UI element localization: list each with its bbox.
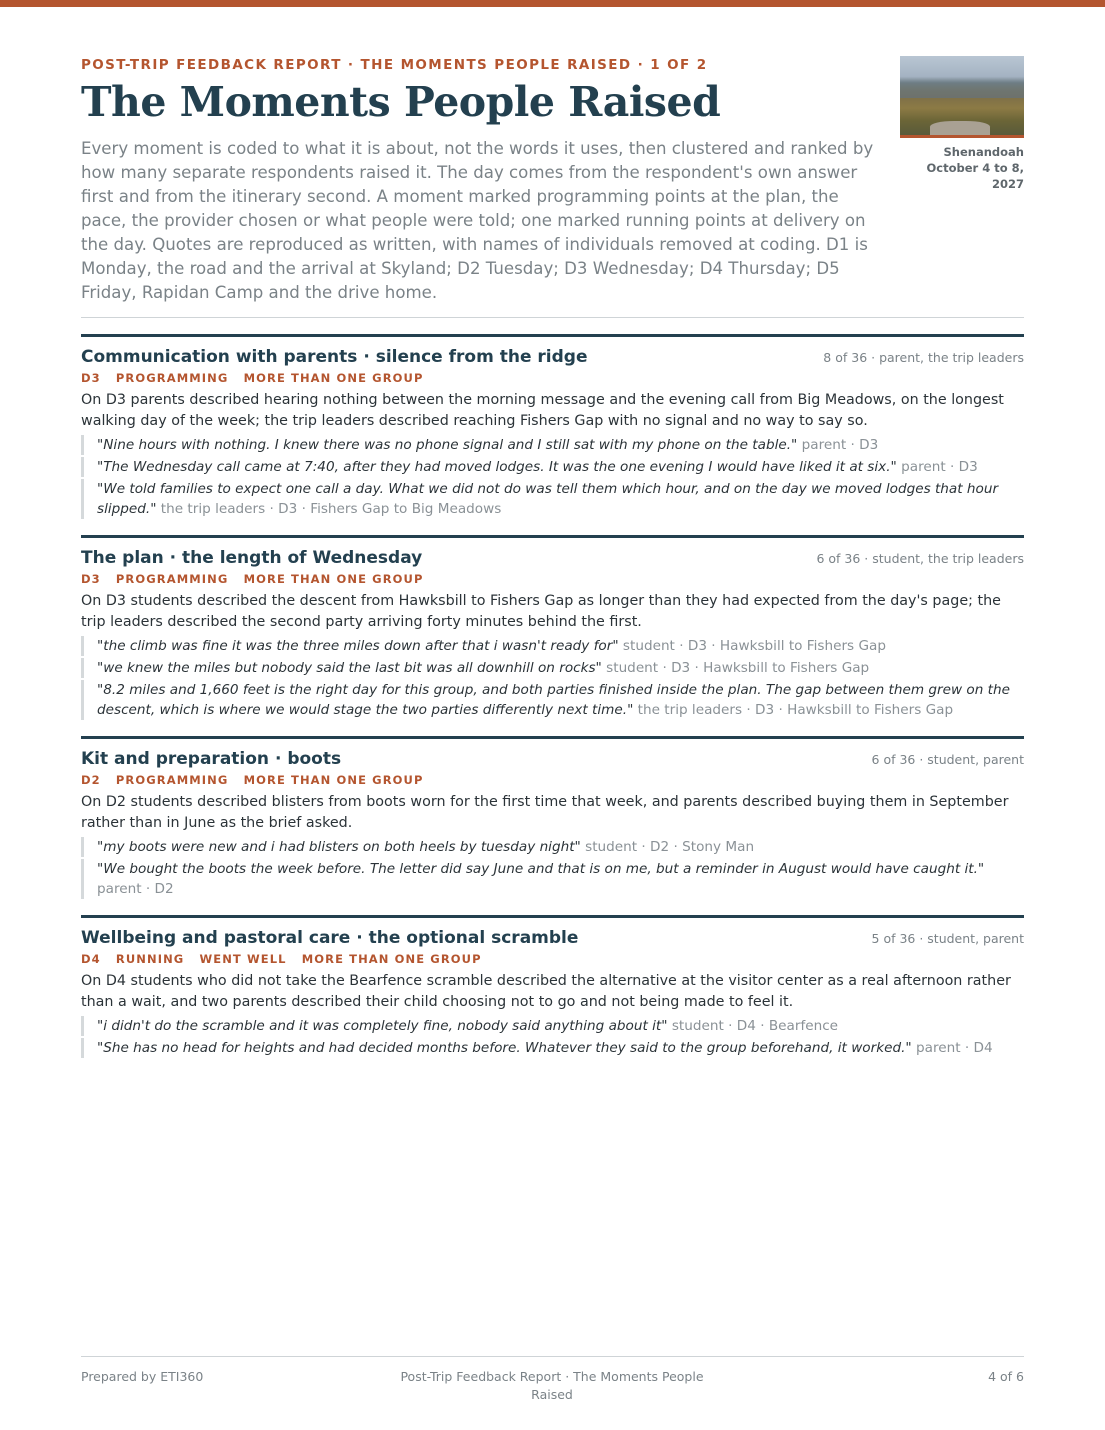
quote [81, 658, 1024, 678]
page-title: The Moments People Raised [81, 78, 721, 126]
section-tags [81, 371, 1024, 385]
quote [81, 435, 1024, 455]
tag-type: PROGRAMMING [115, 572, 229, 586]
quote [81, 680, 1024, 720]
intro-paragraph: Every moment is coded to what it is about, not the words it uses, then clustered and ranked by how many separate respondents raised it. The day comes from the respondent's own answer first and from the itinerary second. A moment marked programming points at the plan, the pace, the provider chosen or what people were told; one marked running points at delivery on the day. Quotes are reproduced as written, with names of individuals removed at coding. D1 is Monday, the road and the arrival at Skyland; D2 Tuesday; D3 Wednesday; D4 Thursday; D5 Friday, Rapidan Camp and the drive home. [81, 139, 874, 302]
quote-list [81, 837, 1024, 899]
quote-attribution: parent · D4 [915, 1040, 993, 1056]
quote [81, 1038, 1024, 1058]
quote-text: "the climb was fine it was the three miles down after that i wasn't ready for" [97, 638, 619, 654]
quote-text: "We bought the boots the week before. The letter did say June and that is on me, but a reminder in August would have caught it." [97, 861, 985, 877]
section-count: 5 of 36 · student, parent [871, 931, 1024, 946]
quote-attribution: student · D3 · Hawksbill to Fishers Gap [606, 660, 870, 676]
quote [81, 479, 1024, 519]
quote [81, 636, 1024, 656]
section-header [81, 347, 1024, 367]
section-tags [81, 773, 1024, 787]
quote-attribution: the trip leaders · D3 · Hawksbill to Fishers Gap [637, 702, 954, 718]
photo-rock-shape [930, 121, 990, 135]
tag-day: D3 [81, 572, 101, 586]
moment-section [81, 736, 1024, 899]
quote-text: "The Wednesday call came at 7:40, after they had moved lodges. It was the one evening I would have liked it at six." [97, 459, 897, 475]
section-summary: On D3 students described the descent from Hawksbill to Fishers Gap as longer than they had expected from the day's page; the trip leaders described the second party arriving forty minutes behind the first. [81, 593, 1001, 630]
footer-page-number: 4 of 6 [988, 1369, 1024, 1384]
photo-place: Shenandoah [943, 145, 1024, 159]
page-footer [81, 1356, 1024, 1402]
tag-day: D4 [81, 952, 101, 966]
tag-type: RUNNING [115, 952, 185, 966]
quote-attribution: parent · D2 [97, 881, 174, 897]
page [81, 0, 1024, 1058]
moment-section [81, 535, 1024, 720]
quote-text: "Nine hours with nothing. I knew there was no phone signal and I still sat with my phone on the table." [97, 437, 798, 453]
section-count: 6 of 36 · student, the trip leaders [816, 551, 1024, 566]
report-kicker: POST-TRIP FEEDBACK REPORT · THE MOMENTS PEOPLE RAISED · 1 OF 2 [81, 57, 708, 73]
quote [81, 1016, 1024, 1036]
location-photo-block [900, 56, 1024, 192]
tag-scope: MORE THAN ONE GROUP [243, 572, 424, 586]
tag-scope: MORE THAN ONE GROUP [243, 773, 424, 787]
footer-preparer: Prepared by ETI360 [81, 1369, 204, 1384]
section-header [81, 749, 1024, 769]
quote-list [81, 435, 1024, 519]
quote-text: "She has no head for heights and had decided months before. Whatever they said to the group beforehand, it worked." [97, 1040, 912, 1056]
section-tags [81, 952, 1024, 966]
photo-ridge-shape [900, 78, 1024, 98]
tag-scope: MORE THAN ONE GROUP [301, 952, 482, 966]
quote-text: "we knew the miles but nobody said the last bit was all downhill on rocks" [97, 660, 602, 676]
photo-dates: October 4 to 8, 2027 [926, 161, 1024, 191]
tag-day: D2 [81, 773, 101, 787]
quote-attribution: parent · D3 [901, 459, 978, 475]
report-header [81, 56, 1024, 304]
quote [81, 859, 1024, 899]
header-divider [81, 317, 1024, 318]
quote-attribution: student · D2 · Stony Man [585, 839, 755, 855]
moment-section [81, 334, 1024, 519]
quote-text: "We told families to expect one call a day. What we did not do was tell them which hour, and on the day we moved lodges that hour slipped." [97, 481, 999, 517]
tag-day: D3 [81, 371, 101, 385]
section-count: 6 of 36 · student, parent [871, 752, 1024, 767]
moment-section [81, 915, 1024, 1058]
section-title: Communication with parents · silence from the ridge [81, 347, 588, 367]
section-summary: On D4 students who did not take the Bearfence scramble described the alternative at the visitor center as a real afternoon rather than a wait, and two parents described their child choosing not to go and not being made to feel it. [81, 973, 1011, 1010]
quote-attribution: parent · D3 [801, 437, 879, 453]
quote-list [81, 1016, 1024, 1058]
footer-report-name: Post-Trip Feedback Report · The Moments People Raised [400, 1369, 704, 1402]
tag-type: PROGRAMMING [115, 371, 229, 385]
section-header [81, 548, 1024, 568]
quote [81, 457, 1024, 477]
section-summary: On D3 parents described hearing nothing between the morning message and the evening call from Big Meadows, on the longest walking day of the week; the trip leaders described reaching Fishers Gap with no signal and no way to say so. [81, 392, 1004, 429]
quote-text: "i didn't do the scramble and it was completely fine, nobody said anything about it" [97, 1018, 668, 1034]
section-tags [81, 572, 1024, 586]
section-title: Kit and preparation · boots [81, 749, 342, 769]
quote [81, 837, 1024, 857]
quote-list [81, 636, 1024, 720]
tag-type: PROGRAMMING [115, 773, 229, 787]
tag-scope: MORE THAN ONE GROUP [243, 371, 424, 385]
quote-attribution: the trip leaders · D3 · Fishers Gap to Big Meadows [160, 501, 502, 517]
landscape-photo [900, 56, 1024, 138]
section-summary: On D2 students described blisters from boots worn for the first time that week, and parents described buying them in September rather than in June as the brief asked. [81, 794, 1009, 831]
section-title: Wellbeing and pastoral care · the optional scramble [81, 928, 579, 948]
quote-text: "8.2 miles and 1,660 feet is the right day for this group, and both parties finished inside the plan. The gap between them grew on the descent, which is where we would stage the two parties differently next time." [97, 682, 1010, 718]
section-header [81, 928, 1024, 948]
quote-attribution: student · D4 · Bearfence [671, 1018, 839, 1034]
tag-outcome: WENT WELL [199, 952, 287, 966]
section-title: The plan · the length of Wednesday [81, 548, 423, 568]
photo-caption [900, 144, 1024, 192]
section-count: 8 of 36 · parent, the trip leaders [823, 350, 1024, 365]
quote-text: "my boots were new and i had blisters on both heels by tuesday night" [97, 839, 581, 855]
quote-attribution: student · D3 · Hawksbill to Fishers Gap [622, 638, 886, 654]
